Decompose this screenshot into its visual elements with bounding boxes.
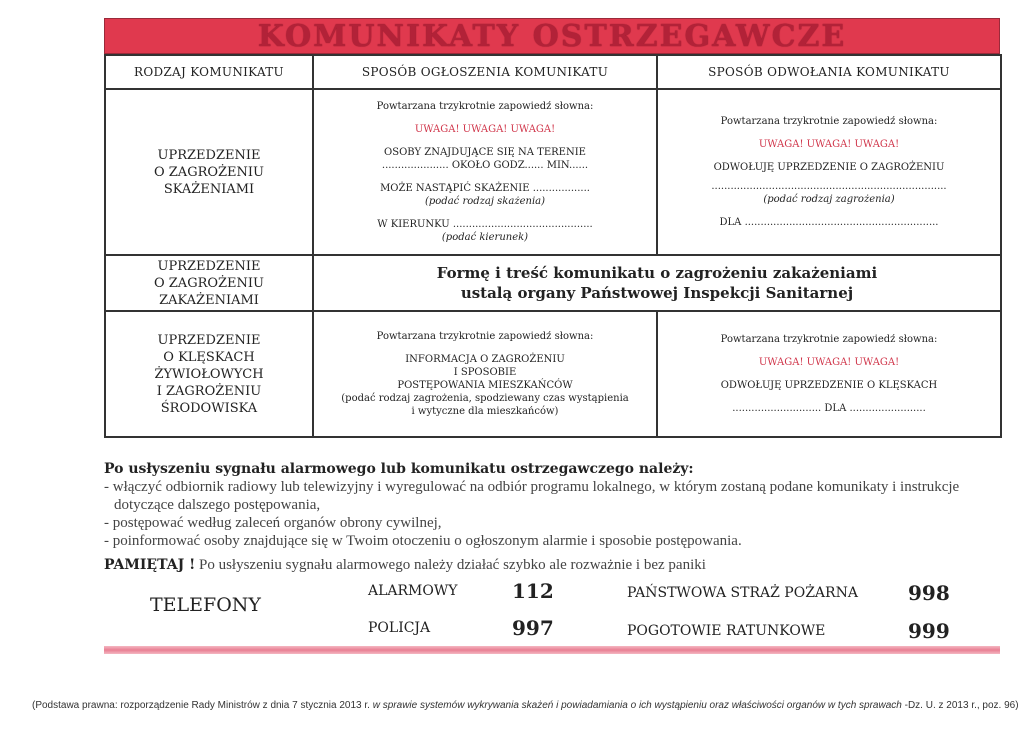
phone-name-alarm: ALARMOWY [368,583,458,599]
instructions-heading: Po usłyszeniu sygnału alarmowego lub komunikatu ostrzegawczego należy: [104,461,694,477]
instruction-item: - poinformować osoby znajdujące się w Twoim otoczeniu o ogłoszonym alarmie i sposobie postępowania. [104,533,742,549]
phone-name-police: POLICJA [368,620,431,636]
phone-number-police: 997 [512,616,554,640]
table-row-infection [105,255,1001,311]
table-row-disasters [105,311,1001,437]
divider-rule [104,646,1000,654]
alert-text: UWAGA! UWAGA! UWAGA! [758,139,900,150]
column-header-cancel: SPOSÓB ODWOŁANIA KOMUNIKATU [657,55,1001,89]
phone-name-ambulance: POGOTOWIE RATUNKOWE [627,623,826,639]
infection-merged-cell: Formę i treść komunikatu o zagrożeniu zakażeniami ustalą organy Państwowej Inspekcji Sanitarnej [313,255,1001,311]
column-header-type: RODZAJ KOMUNIKATU [105,55,313,89]
announce-intro: Powtarzana trzykrotnie zapowiedź słowna: [376,101,594,112]
phone-number-fire: 998 [908,581,950,605]
legal-footnote: (Podstawa prawna: rozporządzenie Rady Ministrów z dnia 7 stycznia 2013 r. w sprawie systemów wykrywania skażeń i powiadamiania o ich wystąpieniu oraz właściwości organów w tych sprawach -Dz. U. z 2013 r., poz. 96) [32,700,1019,711]
row-label-infection: UPRZEDZENIE O ZAGROŻENIU ZAKAŻENIAMI [105,255,313,311]
row-label-contamination: UPRZEDZENIE O ZAGROŻENIU SKAŻENIAMI [105,89,313,255]
announce-intro: Powtarzana trzykrotnie zapowiedź słowna: [376,331,594,342]
announce-cell-disasters: Powtarzana trzykrotnie zapowiedź słowna: INFORMACJA O ZAGROŻENIU I SPOSOBIE POSTĘPOWANIA MIESZKAŃCÓW (podać rodzaj zagrożenia, spodziewany czas wystąpienia i wytyczne dla mieszkańców) [313,311,657,437]
phones-label: TELEFONY [150,594,261,616]
remember-note [104,557,1004,574]
row-label-disasters: UPRZEDZENIE O KLĘSKACH ŻYWIOŁOWYCH I ZAGROŻENIU ŚRODOWISKA [105,311,313,437]
phone-number-ambulance: 999 [908,619,950,643]
alert-text: UWAGA! UWAGA! UWAGA! [758,357,900,368]
table-row-contamination [105,89,1001,255]
remember-label: PAMIĘTAJ ! [104,557,196,573]
remember-text: Po usłyszeniu sygnału alarmowego należy działać szybko ale rozważnie i bez paniki [199,557,706,573]
page-title: KOMUNIKATY OSTRZEGAWCZE [257,18,847,54]
phone-name-fire: PAŃSTWOWA STRAŻ POŻARNA [627,585,858,601]
instruction-item: - włączyć odbiornik radiowy lub telewizyjny i wyregulować na odbiór programu lokalnego, w którym zostaną podane komunikaty i instrukcje dotyczące dalszego postępowania, [104,479,960,513]
notice-table [104,54,1002,438]
cancel-cell-contamination: Powtarzana trzykrotnie zapowiedź słowna: UWAGA! UWAGA! UWAGA! ODWOŁUJĘ UPRZEDZENIE O ZAGROŻENIU .......................................................................... (podać rodzaj zagrożenia) DLA ............................................................. [657,89,1001,255]
column-header-announce: SPOSÓB OGŁOSZENIA KOMUNIKATU [313,55,657,89]
table-header-row [105,55,1001,89]
cancel-cell-disasters: Powtarzana trzykrotnie zapowiedź słowna: UWAGA! UWAGA! UWAGA! ODWOŁUJĘ UPRZEDZENIE O KLĘSKACH ............................ DLA ........................ [657,311,1001,437]
cancel-intro: Powtarzana trzykrotnie zapowiedź słowna: [720,116,938,127]
instructions-block [104,460,1014,550]
instruction-item: - postępować według zaleceń organów obrony cywilnej, [104,515,442,531]
cancel-intro: Powtarzana trzykrotnie zapowiedź słowna: [720,334,938,345]
alert-text: UWAGA! UWAGA! UWAGA! [414,124,556,135]
title-banner [104,18,1000,54]
announce-cell-contamination: Powtarzana trzykrotnie zapowiedź słowna: UWAGA! UWAGA! UWAGA! OSOBY ZNAJDUJĄCE SIĘ NA TERENIE ..................... OKOŁO GODZ...... MIN...... MOŻE NASTĄPIĆ SKAŻENIE .................. (podać rodzaj skażenia) W KIERUNKU ............................................ (podać kierunek) [313,89,657,255]
phone-number-alarm: 112 [512,579,554,603]
